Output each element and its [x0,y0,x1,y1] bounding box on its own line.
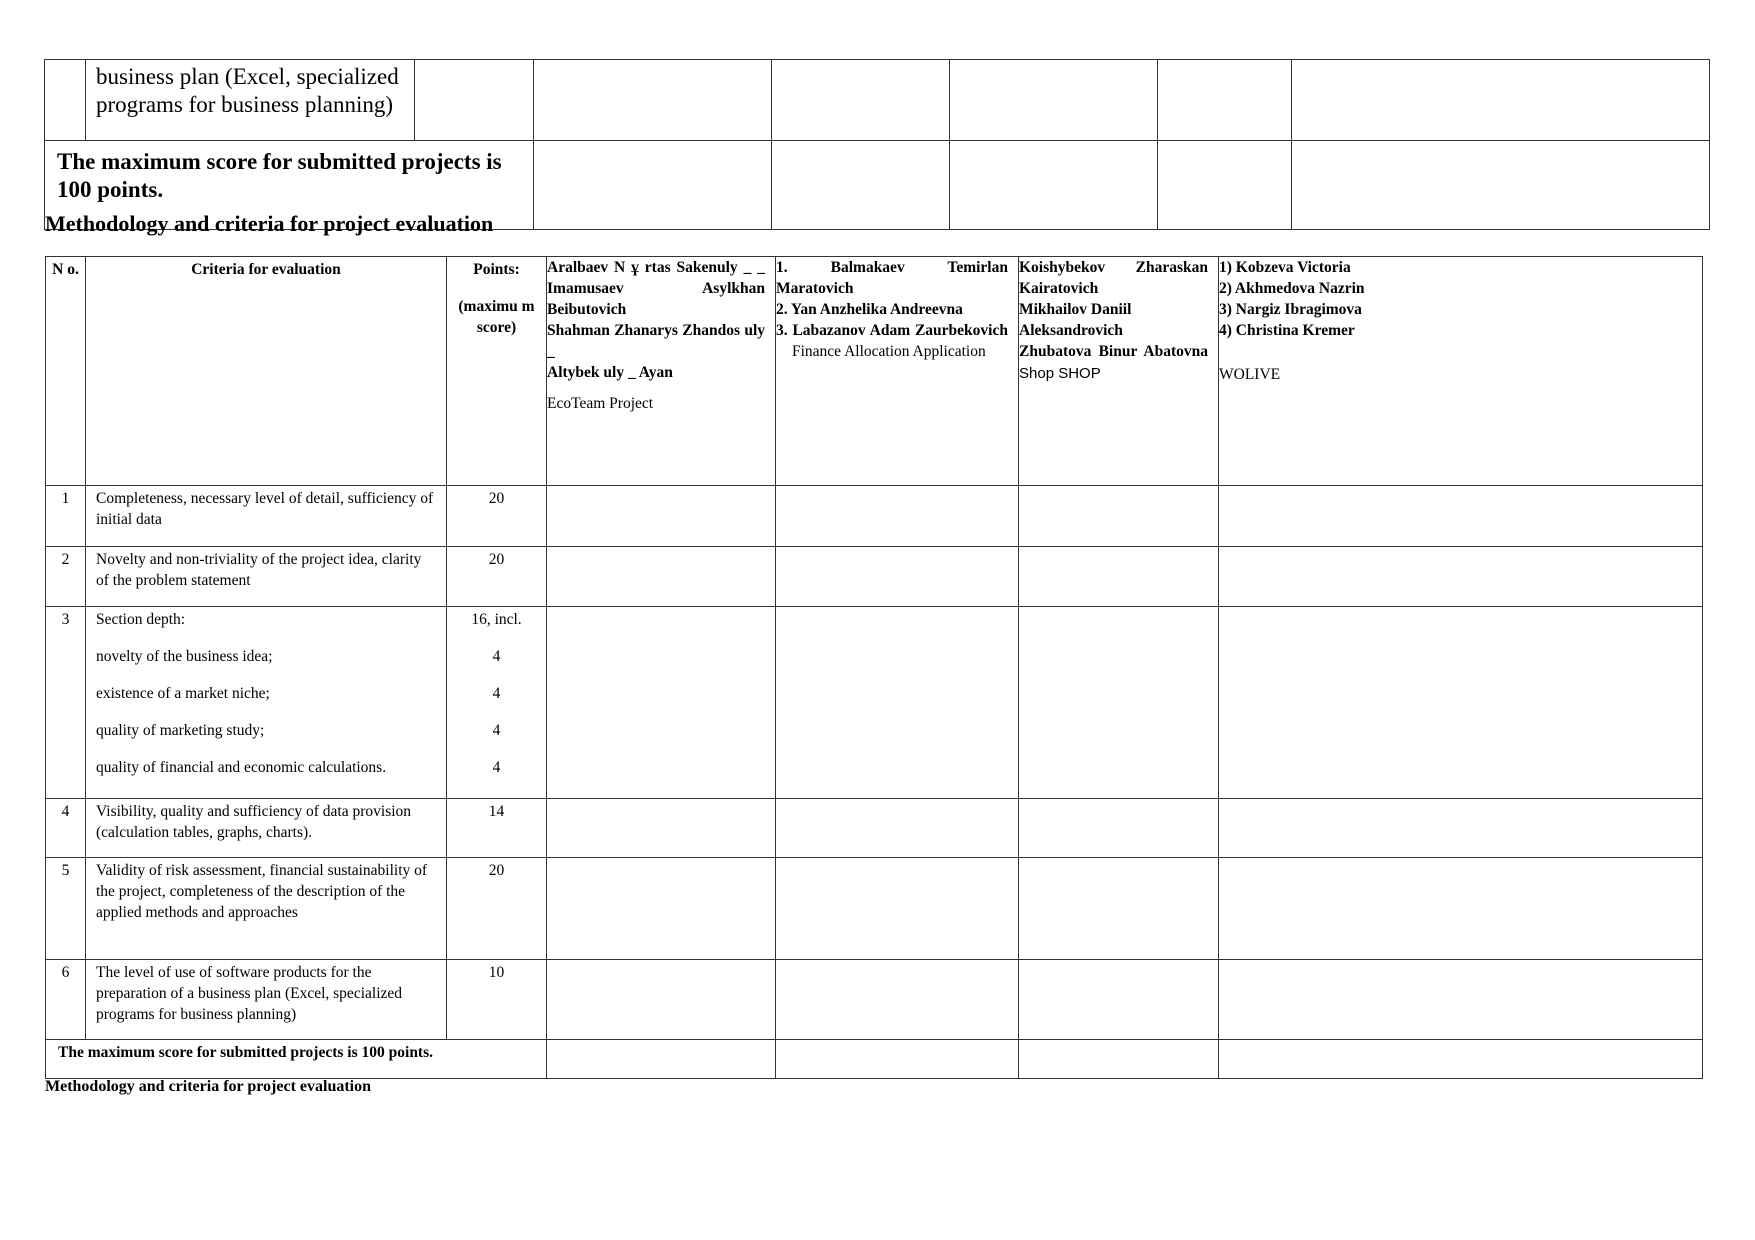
top-score-cell [772,141,950,230]
subcriterion-points: 4 [492,685,501,702]
top-score-cell [1158,141,1292,230]
project-name: EcoTeam Project [547,395,654,412]
team-member: 3. Labazanov Adam Zaurbekovich [776,322,1008,339]
criterion-points [447,607,547,799]
score-cell [1219,607,1703,799]
top-score-cell [950,60,1158,141]
score-cell [547,1040,776,1079]
criterion-points: 20 [447,858,547,960]
top-continuation-row [45,60,1710,141]
team-header-4 [1219,257,1703,486]
evaluation-table [45,256,1703,1079]
criterion-number: 3 [46,607,86,799]
team-member: 2) Akhmedova Nazrin [1219,280,1365,297]
top-score-cell [534,141,772,230]
top-criteria-cell [86,60,415,141]
criterion-text [86,607,447,799]
score-cell [1019,960,1219,1040]
score-cell [776,960,1019,1040]
top-continuation-table [44,59,1710,230]
top-score-cell [1158,60,1292,141]
score-cell [1019,1040,1219,1079]
top-score-cell [1292,60,1710,141]
score-cell [547,486,776,547]
criterion-text: Novelty and non-triviality of the project idea, clarity of the problem statement [86,547,447,607]
continuation-text: business plan (Excel, specialized programs for business planning) [96,64,399,117]
criterion-text: Completeness, necessary level of detail, sufficiency of initial data [86,486,447,547]
table-row [46,858,1703,960]
subcriterion-points: 4 [492,759,501,776]
team-member: Mikhailov Daniil Aleksandrovich [1019,301,1132,339]
team-member: Aralbaev N ұ rtas Sakenuly _ _ [547,259,765,276]
score-cell [1219,547,1703,607]
score-cell [776,486,1019,547]
score-cell [547,607,776,799]
score-cell [1019,858,1219,960]
score-cell [1219,1040,1703,1079]
score-cell [1019,607,1219,799]
team-member: 1. Balmakaev Temirlan Maratovich [776,259,1008,297]
score-cell [1019,486,1219,547]
top-points-cell [415,60,534,141]
criterion-number: 2 [46,547,86,607]
header-criteria: Criteria for evaluation [86,257,447,486]
score-cell [1019,547,1219,607]
header-points-max: (maximu m score) [458,298,535,336]
score-cell [547,960,776,1040]
subcriterion-text: novelty of the business idea; [96,648,273,665]
top-no-cell [45,60,86,141]
header-points-label: Points: [473,261,520,278]
project-name: Shop SHOP [1019,365,1101,382]
header-no: N o. [46,257,86,486]
criterion-heading: Section depth: [96,611,186,628]
criterion-points-total: 16, incl. [471,611,522,628]
header-points [447,257,547,486]
criterion-points: 10 [447,960,547,1040]
score-cell [776,1040,1019,1079]
criterion-number: 1 [46,486,86,547]
subcriterion-text: quality of marketing study; [96,722,265,739]
score-cell [1019,799,1219,858]
project-name: Finance Allocation Application [792,343,986,360]
table-row [46,547,1703,607]
team-member: Imamusaev Asylkhan Beibutovich [547,280,765,318]
team-member: Shahman Zhanarys Zhandos uly _ [547,322,765,360]
max-score-text: The maximum score for submitted projects is 100 points. [57,149,502,202]
score-cell [1219,486,1703,547]
criterion-number: 5 [46,858,86,960]
criterion-text: Visibility, quality and sufficiency of data provision (calculation tables, graphs, charts). [86,799,447,858]
table-row [46,607,1703,799]
score-cell [1219,799,1703,858]
subcriterion-points: 4 [492,648,501,665]
criterion-points: 20 [447,486,547,547]
score-cell [776,547,1019,607]
team-member: Altybek uly _ Ayan [547,364,673,381]
team-header-2 [776,257,1019,486]
team-member: Koishybekov Zharaskan Kairatovich [1019,259,1208,297]
subcriterion-points: 4 [492,722,501,739]
criterion-number: 4 [46,799,86,858]
team-member: 2. Yan Anzhelika Andreevna [776,301,963,318]
score-cell [776,799,1019,858]
table-row [46,960,1703,1040]
team-member: Zhubatova Binur Abatovna [1019,343,1208,360]
team-member: 4) Christina Kremer [1219,322,1355,339]
project-name: WOLIVE [1219,366,1281,383]
table-header-row [46,257,1703,486]
team-header-3 [1019,257,1219,486]
team-member: 3) Nargiz Ibragimova [1219,301,1362,318]
criterion-text: The level of use of software products for the preparation of a business plan (Excel, specialized programs for business planning) [86,960,447,1040]
max-score-row [46,1040,1703,1079]
top-score-cell [950,141,1158,230]
subcriterion-text: quality of financial and economic calculations. [96,759,387,776]
criterion-number: 6 [46,960,86,1040]
score-cell [776,607,1019,799]
score-cell [547,858,776,960]
top-score-cell [534,60,772,141]
table-row [46,799,1703,858]
max-score-cell: The maximum score for submitted projects is 100 points. [46,1040,547,1079]
team-header-1 [547,257,776,486]
section-heading: Methodology and criteria for project evaluation [45,1078,372,1095]
subcriterion-text: existence of a market niche; [96,685,270,702]
score-cell [776,858,1019,960]
top-score-cell [1292,141,1710,230]
team-member: 1) Kobzeva Victoria [1219,259,1351,276]
top-score-cell [772,60,950,141]
criterion-text: Validity of risk assessment, financial sustainability of the project, completeness of the description of the applied methods and approaches [86,858,447,960]
section-heading: Methodology and criteria for project evaluation [45,211,494,236]
score-cell [1219,858,1703,960]
score-cell [1219,960,1703,1040]
score-cell [547,799,776,858]
criterion-points: 20 [447,547,547,607]
score-cell [547,547,776,607]
criterion-points: 14 [447,799,547,858]
table-row [46,486,1703,547]
